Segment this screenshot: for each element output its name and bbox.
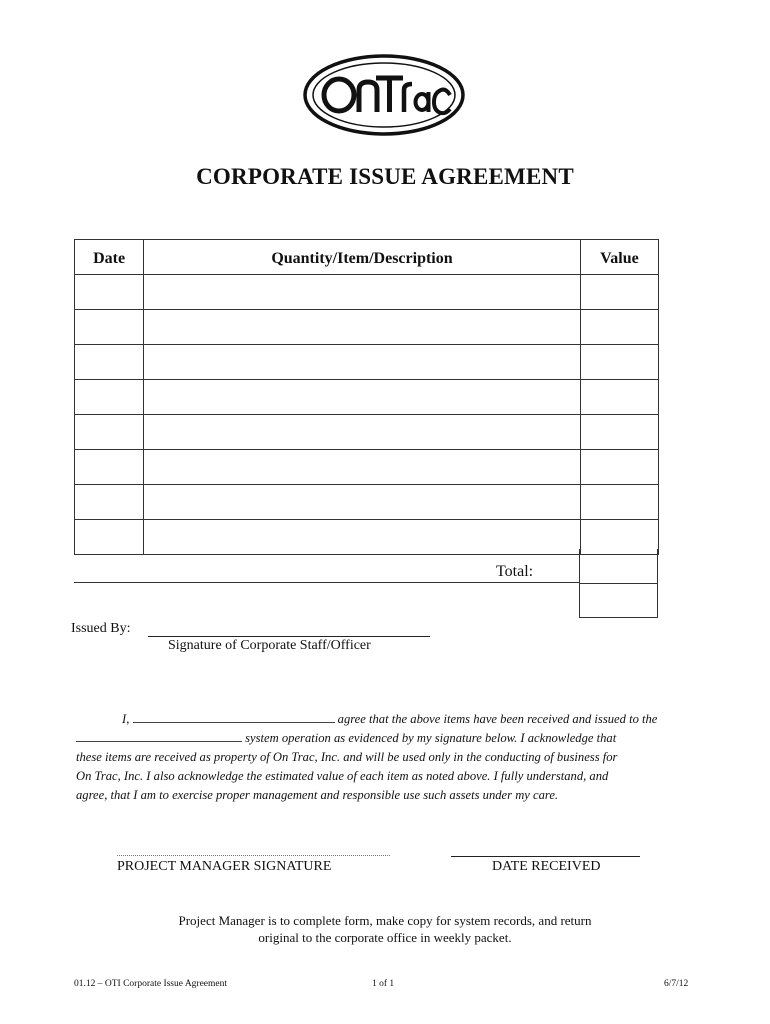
table-row	[75, 345, 659, 380]
table-row	[75, 275, 659, 310]
description-cell[interactable]	[144, 450, 581, 485]
description-cell[interactable]	[144, 415, 581, 450]
table-header-row	[75, 240, 659, 275]
value-cell[interactable]	[580, 485, 658, 520]
value-cell[interactable]	[580, 275, 658, 310]
issued-by-label: Issued By:	[71, 621, 131, 636]
items-table	[74, 239, 659, 555]
agreement-line4: On Trac, Inc. I also acknowledge the estimated value of each item as noted above. I fully understand, and	[76, 769, 609, 783]
issued-by-caption: Signature of Corporate Staff/Officer	[168, 638, 371, 653]
date-received-label: DATE RECEIVED	[492, 859, 601, 874]
agreement-line1-post: agree that the above items have been received and issued to the	[334, 712, 658, 726]
project-manager-signature-line[interactable]	[117, 855, 390, 856]
instructions-line1: Project Manager is to complete form, make copy for system records, and return	[178, 913, 592, 928]
agreement-line2: system operation as evidenced by my signature below. I acknowledge that	[242, 731, 617, 745]
name-blank[interactable]	[133, 711, 335, 723]
date-cell[interactable]	[75, 380, 144, 415]
issued-by-signature-line[interactable]	[148, 636, 430, 637]
footer-date: 6/7/12	[664, 979, 689, 989]
page-title: CORPORATE ISSUE AGREEMENT	[196, 164, 574, 189]
description-cell[interactable]	[144, 485, 581, 520]
system-operation-blank[interactable]	[76, 730, 242, 742]
table-row	[75, 310, 659, 345]
agreement-line1-pre: I,	[122, 712, 133, 726]
table-row	[75, 380, 659, 415]
agreement-paragraph	[76, 710, 696, 805]
total-divider	[74, 582, 580, 583]
date-cell[interactable]	[75, 310, 144, 345]
project-manager-signature-label: PROJECT MANAGER SIGNATURE	[117, 859, 332, 874]
table-row	[75, 485, 659, 520]
instructions-line2: original to the corporate office in weekly packet.	[258, 930, 512, 945]
value-cell[interactable]	[580, 310, 658, 345]
date-cell[interactable]	[75, 275, 144, 310]
instructions	[0, 912, 770, 946]
table-row	[75, 450, 659, 485]
total-box-divider	[579, 583, 658, 584]
value-cell[interactable]	[580, 345, 658, 380]
ontrac-logo	[303, 54, 465, 136]
date-cell[interactable]	[75, 520, 144, 555]
date-cell[interactable]	[75, 485, 144, 520]
date-cell[interactable]	[75, 450, 144, 485]
description-cell[interactable]	[144, 275, 581, 310]
description-cell[interactable]	[144, 520, 581, 555]
description-cell[interactable]	[144, 345, 581, 380]
value-cell[interactable]	[580, 415, 658, 450]
header-date: Date	[75, 240, 144, 275]
date-cell[interactable]	[75, 415, 144, 450]
value-cell[interactable]	[580, 450, 658, 485]
agreement-line5: agree, that I am to exercise proper management and responsible use such assets under my care.	[76, 788, 559, 802]
date-received-line[interactable]	[451, 856, 640, 857]
date-cell[interactable]	[75, 345, 144, 380]
total-label: Total:	[496, 563, 534, 580]
description-cell[interactable]	[144, 310, 581, 345]
header-value: Value	[580, 240, 658, 275]
footer-document-name: 01.12 – OTI Corporate Issue Agreement	[74, 979, 228, 989]
value-cell[interactable]	[580, 380, 658, 415]
header-description: Quantity/Item/Description	[144, 240, 581, 275]
table-row	[75, 415, 659, 450]
agreement-line3: these items are received as property of On Trac, Inc. and will be used only in the conducting of business for	[76, 750, 618, 764]
description-cell[interactable]	[144, 380, 581, 415]
table-row	[75, 520, 659, 555]
footer-page-number: 1 of 1	[372, 979, 395, 989]
